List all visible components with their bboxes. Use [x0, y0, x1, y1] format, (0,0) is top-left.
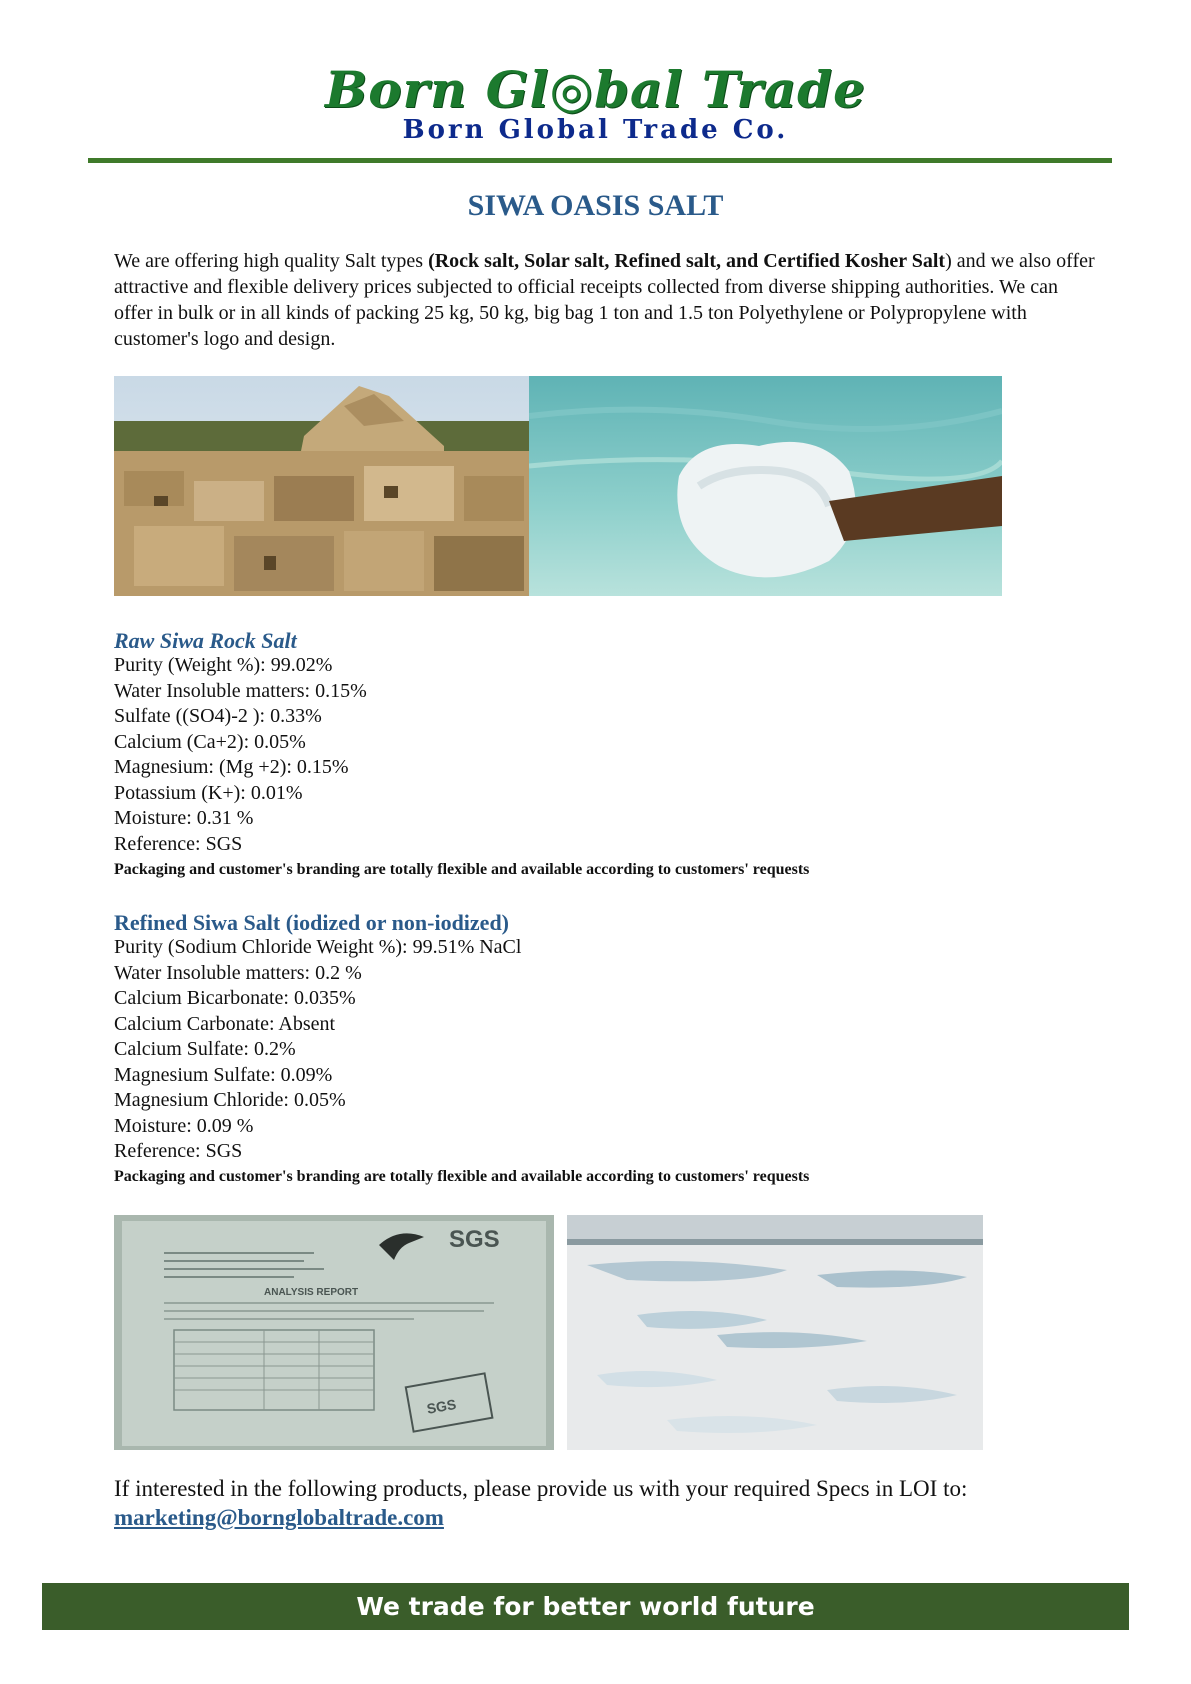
intro-salt-types: (Rock salt, Solar salt, Refined salt, and Certified Kosher Salt	[428, 250, 946, 272]
packaging-note: Packaging and customer's branding are totally flexible and available according to customers' requests	[114, 861, 810, 878]
contact-request-text: If interested in the following products, please provide us with your required Specs in LOI to:	[114, 1476, 968, 1501]
spec-item: Moisture: 0.31 %	[114, 807, 254, 829]
spec-item: Magnesium Sulfate: 0.09%	[114, 1063, 333, 1086]
spec-item: Calcium (Ca+2): 0.05%	[114, 730, 306, 753]
company-logo-wordmark: Born Gl◎bal Trade	[325, 60, 866, 119]
sgs-report-heading: ANALYSIS REPORT	[264, 1287, 359, 1298]
sgs-brand-text: SGS	[449, 1226, 500, 1253]
spec-item: Moisture: 0.09 %	[114, 1114, 254, 1137]
salt-flats-photo	[567, 1215, 983, 1450]
spec-item: Water Insoluble matters: 0.2 %	[114, 961, 362, 984]
company-name-subtitle: Born Global Trade Co.	[402, 115, 789, 145]
spec-item: Magnesium Chloride: 0.05%	[114, 1089, 346, 1111]
spec-list-refined-salt	[114, 935, 521, 1165]
spec-item: Reference: SGS	[114, 832, 243, 855]
section-title-raw-rock-salt: Raw Siwa Rock Salt	[114, 628, 297, 653]
contact-email-link[interactable]: marketing@bornglobaltrade.com	[114, 1505, 444, 1530]
spec-item: Purity (Sodium Chloride Weight %): 99.51% NaCl	[114, 936, 522, 958]
intro-text-end: ) and we also offer attractive and flexible delivery prices subjected to official receipts collected from diverse shipping authorities. We can offer in bulk or in all kinds of packing 25 kg, 50 kg, big bag 1 ton and 1.5 ton Polyethylene or Polypropylene with customer's logo and design.	[114, 250, 1095, 350]
footer-slogan: We trade for better world future	[356, 1592, 815, 1621]
sgs-analysis-report-photo	[114, 1215, 554, 1450]
spec-list-raw-rock-salt	[114, 653, 367, 857]
footer-slogan-bar	[42, 1583, 1129, 1630]
salt-in-hand-photo	[529, 376, 1002, 596]
spec-item: Potassium (K+): 0.01%	[114, 781, 303, 804]
spec-item: Reference: SGS	[114, 1140, 243, 1162]
spec-item: Calcium Bicarbonate: 0.035%	[114, 987, 356, 1009]
packaging-note: Packaging and customer's branding are totally flexible and available according to customers' requests	[114, 1168, 810, 1185]
spec-item: Purity (Weight %): 99.02%	[114, 654, 333, 676]
spec-item: Calcium Sulfate: 0.2%	[114, 1038, 296, 1060]
spec-item: Water Insoluble matters: 0.15%	[114, 679, 367, 702]
spec-item: Sulfate ((SO4)-2 ): 0.33%	[114, 705, 322, 727]
sgs-stamp-text: SGS	[425, 1395, 458, 1417]
spec-item: Calcium Carbonate: Absent	[114, 1012, 336, 1035]
section-title-refined-salt: Refined Siwa Salt (iodized or non-iodized)	[114, 910, 510, 935]
intro-text-start: We are offering high quality Salt types	[114, 250, 429, 272]
header-divider	[88, 158, 1112, 163]
siwa-town-photo	[114, 376, 529, 596]
intro-paragraph	[114, 248, 1099, 352]
page-title: SIWA OASIS SALT	[467, 189, 724, 222]
spec-item: Magnesium: (Mg +2): 0.15%	[114, 756, 349, 778]
